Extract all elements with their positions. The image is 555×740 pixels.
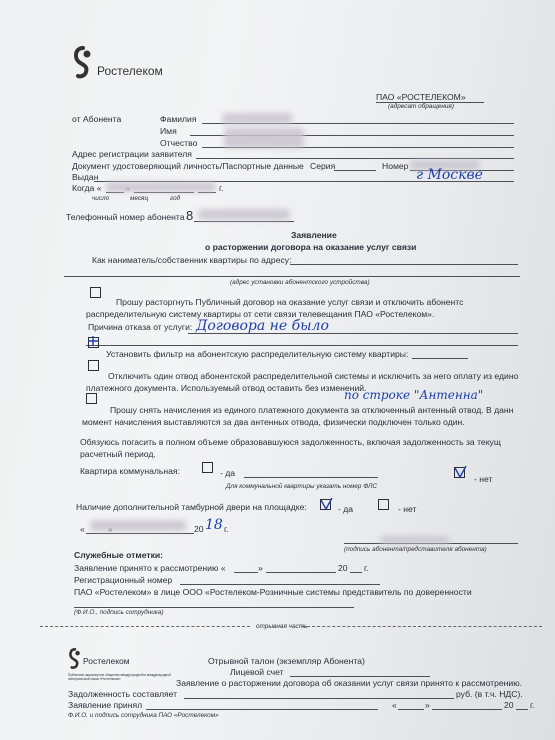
service-accepted-close: » (258, 563, 263, 573)
door-no-label: - нет (398, 504, 417, 514)
stub-received-g: г. (530, 700, 535, 710)
communal-line[interactable] (244, 477, 378, 478)
series-label: Серия (310, 161, 336, 171)
number-label: Номер (382, 161, 409, 171)
surname-redacted (222, 113, 292, 124)
issued-city-handwritten: г Москве (416, 167, 483, 183)
phone-value: 8 (186, 208, 194, 223)
communal-no-label: - нет (474, 474, 493, 484)
stub-accepted: Заявление о расторжении договора об оказании услуг связи принято к рассмотрению. (176, 678, 523, 688)
service-accepted-year: 20 (338, 563, 348, 573)
service-title: Служебные отметки: (74, 550, 164, 560)
request-line2: распределительную систему квартиры от сети связи телевещания ПАО «Ростелеком». (86, 309, 435, 319)
date-g: г. (224, 524, 229, 534)
stub-debt-label: Задолженность составляет (68, 689, 178, 699)
date-open: « (80, 524, 85, 534)
date-prefix: 20 (194, 524, 204, 534)
tenant-label: Как наниматель/собственник квартиры по адресу: (92, 255, 292, 265)
reg-address-line[interactable] (196, 158, 514, 159)
stub-account-label: Лицевой счет (230, 667, 284, 677)
when-month-line[interactable] (134, 192, 194, 193)
cut-label: отрывная часть (256, 623, 308, 630)
phone-label: Телефонный номер абонента (66, 212, 185, 222)
remove-line1: Прошу снять начисления из единого платежного документа за отключенный антенный отвод. В данн (110, 405, 514, 415)
logo-text: Ростелеком (97, 64, 163, 78)
patronymic-label: Отчество (160, 138, 198, 148)
date-line[interactable] (86, 533, 194, 534)
stub-received-year-line[interactable] (516, 709, 528, 710)
tenant-line[interactable] (290, 264, 518, 265)
recipient-hint: (адресат обращения) (388, 103, 454, 110)
from-subscriber-label: от Абонента (72, 114, 122, 124)
year-hint: год (170, 195, 181, 202)
date-year-handwritten: 18 (205, 517, 223, 533)
when-open: Когда « (72, 183, 102, 193)
stub-logo-icon (68, 648, 82, 670)
date-redacted (106, 182, 216, 192)
id-doc-label: Документ удостоверяющий личность/Паспортные данные (72, 161, 304, 171)
stub-received-year: 20 (504, 700, 514, 710)
phone-line[interactable] (194, 221, 294, 222)
stub-debt-line[interactable] (184, 698, 454, 699)
reason-line[interactable] (188, 333, 518, 334)
stub-received-label: Заявление принял (68, 700, 143, 710)
reason-line-2[interactable] (86, 345, 518, 346)
reg-number-line[interactable] (180, 584, 380, 585)
filter-option: Установить фильтр на абонентскую распределительную систему квартиры: (106, 349, 409, 359)
terminate-checkbox[interactable] (90, 287, 101, 298)
remove-line2: момент начисления выставляются за два антенных отвода, физически подключен только один. (82, 417, 465, 427)
communal-hint: Для коммунальной квартиры указать номер ФЛС (226, 483, 377, 490)
stub-received-month-line[interactable] (432, 709, 502, 710)
obligation-line1: Обязуюсь погасить в полном объеме образовавшуюся задолженность, включая задолженность за текущ (80, 437, 501, 447)
day-hint: число (92, 195, 110, 202)
rep-label: ПАО «Ростелеком» в лице ООО «Ростелеком-Розничные системы представитель по доверенности (74, 587, 472, 597)
remove-charges-checkbox[interactable] (86, 393, 97, 404)
service-accepted: Заявление принято к рассмотрению « (74, 563, 226, 573)
series-line[interactable] (334, 170, 376, 171)
stub-logo-text: Ростелеком (83, 656, 130, 666)
filter-line[interactable] (412, 358, 468, 359)
signature-hint: (подпись абонента/представителя абонента) (344, 546, 487, 553)
service-accepted-day-line[interactable] (234, 572, 258, 573)
stub-received-q2: » (425, 700, 430, 710)
request-line1: Прошу расторгнуть Публичный договор на оказание услуг связи и отключить абонентс (116, 297, 464, 307)
when-year-line[interactable] (198, 192, 216, 193)
date-day-redacted (90, 520, 186, 531)
stub-debt-unit: руб. (в т.ч. НДС). (456, 689, 523, 699)
stub-logo-small: Публичное акционерное общество междугородной и международной электрической связи «Ростелеком» (68, 673, 171, 681)
document-title: Заявление (291, 230, 337, 240)
door-yes-check-icon (318, 496, 334, 512)
name-label: Имя (160, 126, 177, 136)
recipient-company: ПАО «РОСТЕЛЕКОМ» (376, 92, 466, 102)
service-accepted-year-line[interactable] (350, 572, 362, 573)
reason-label: Причина отказа от услуги: (88, 322, 193, 332)
phone-redacted (198, 209, 290, 220)
tenant-hint: (адрес установки абонентского устройства) (230, 279, 370, 286)
disconnect-line2: платежного документа. Используемый отвод оставить без изменений. (86, 383, 367, 393)
stub-received-q1: « (392, 700, 397, 710)
obligation-line2: расчетный период. (80, 449, 156, 459)
door-label: Наличие дополнительной тамбурной двери на площадке: (76, 502, 307, 512)
document-subtitle: о расторжении договора на оказание услуг связи (205, 242, 417, 252)
disconnect-line1: Отключить один отвод абонентской распределительной системы и исключить за него оплату из едино (108, 371, 519, 381)
communal-label: Квартира коммунальная: (80, 466, 180, 476)
disconnect-checkbox[interactable] (88, 360, 99, 371)
service-accepted-g: г. (364, 563, 369, 573)
stub-title: Отрывной талон (экземпляр Абонента) (208, 656, 365, 666)
surname-label: Фамилия (160, 114, 197, 124)
patronymic-redacted (224, 128, 304, 148)
when-day-line[interactable] (106, 192, 124, 193)
reason-handwritten: Договора не было (196, 318, 329, 334)
signature-redacted (380, 536, 450, 544)
communal-yes-checkbox[interactable] (202, 462, 213, 473)
tenant-line-2[interactable] (64, 276, 520, 277)
service-accepted-month-line[interactable] (266, 572, 336, 573)
reg-number-label: Регистрационный номер (74, 575, 173, 585)
stub-account-line[interactable] (290, 676, 430, 677)
communal-no-check-icon (452, 464, 468, 480)
cut-line-left (40, 626, 250, 627)
rostelecom-logo-icon (73, 46, 93, 80)
communal-yes-label: - да (220, 468, 236, 478)
month-hint: месяц (130, 195, 149, 202)
door-yes-label: - да (338, 504, 354, 514)
stub-received-line[interactable] (146, 709, 378, 710)
filter-check-mark-icon (86, 334, 100, 348)
when-year-g: г. (219, 183, 224, 193)
remove-note-handwritten: по строке "Антенна" (344, 388, 484, 402)
rep-hint: (Ф.И.О., подпись сотрудника) (74, 609, 164, 616)
stub-received-day-line[interactable] (398, 709, 424, 710)
cut-line-right (302, 626, 542, 627)
door-no-checkbox[interactable] (378, 499, 389, 510)
issued-label: Выдан (72, 172, 99, 182)
stub-received-hint: Ф.И.О. и подпись сотрудника ПАО «Ростелеком» (68, 712, 219, 719)
reg-address-label: Адрес регистрации заявителя (72, 149, 192, 159)
